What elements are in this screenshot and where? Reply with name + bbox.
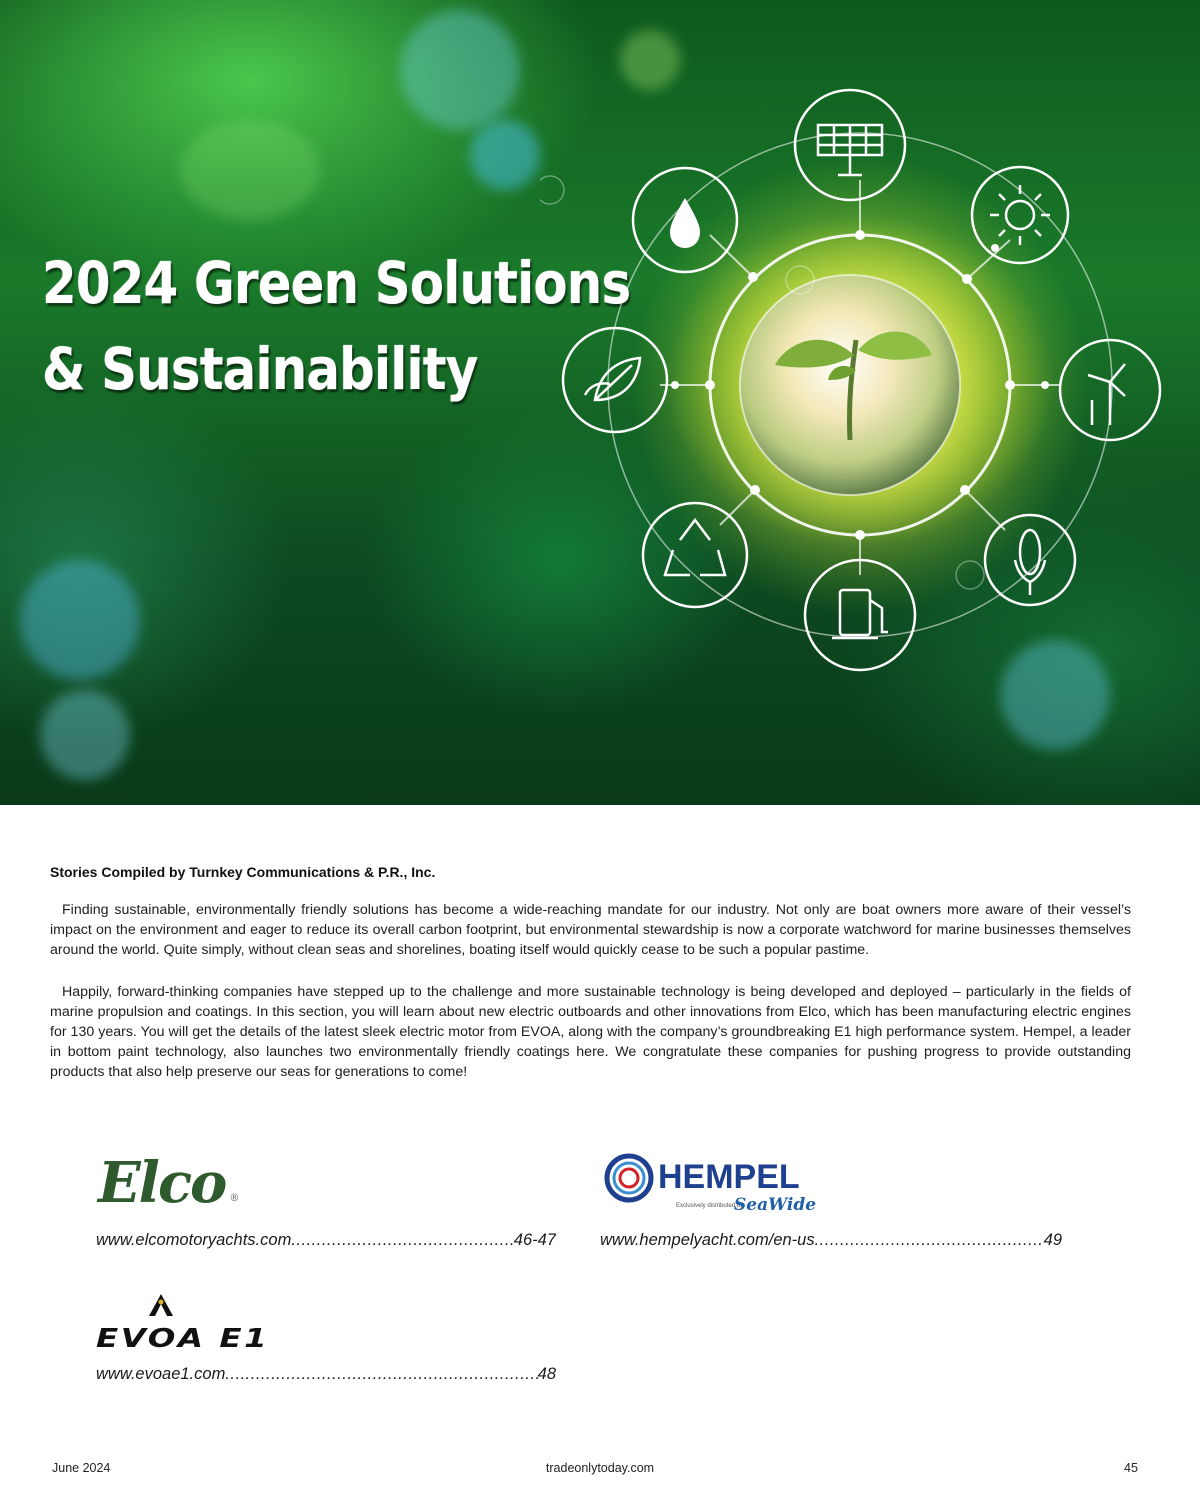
bokeh-light: [180, 120, 320, 220]
dot-leader: [815, 1229, 1044, 1251]
hempel-tagline: Exclusively distributed by: [676, 1203, 744, 1209]
hempel-wordmark: HEMPEL: [658, 1158, 800, 1196]
sponsor-url[interactable]: www.evoae1.com: [96, 1365, 226, 1383]
sponsor-pages: 49: [1043, 1231, 1062, 1249]
elco-wordmark: Elco: [98, 1150, 226, 1216]
title-line-2: & Sustainability: [42, 335, 478, 403]
bokeh-light: [20, 560, 140, 680]
sponsor-entry-hempel: [600, 1229, 1062, 1251]
body-paragraph: Happily, forward-thinking companies have stepped up to the challenge and more sustainable technology is being developed and deployed – particularly in the fields of marine propulsion and coatings. In this section, you will learn about new electric outboards and other innovations from Elco, which has been manufacturing electric engines for 130 years. You will get the details of the latest sleek electric motor from EVOA, along with the company’s groundbreaking E1 high performance system. Hempel, a leader in bottom paint technology, also launches two environmentally friendly coatings here. We congratulate these companies for pushing progress to provide outstanding products that also help preserve our seas for generations to come!: [50, 984, 1131, 1080]
article-credit: Stories Compiled by Turnkey Communications & P.R., Inc.: [50, 864, 436, 880]
sponsor-entry-elco: [96, 1229, 556, 1251]
title-line-1: 2024 Green Solutions: [42, 249, 631, 317]
sponsor-url[interactable]: www.elcomotoryachts.com: [96, 1231, 292, 1249]
sponsor-url[interactable]: www.hempelyacht.com/en-us: [600, 1231, 815, 1249]
bokeh-light: [470, 120, 540, 190]
hempel-ring-icon: [604, 1153, 654, 1203]
footer-site[interactable]: tradeonlytoday.com: [545, 1461, 655, 1475]
registered-mark: ®: [229, 1193, 238, 1204]
evoa-wordmark: EVOA E1: [96, 1324, 270, 1354]
dot-leader: [291, 1229, 513, 1251]
elco-logo[interactable]: [98, 1148, 238, 1218]
footer-date: June 2024: [52, 1461, 111, 1475]
bokeh-light: [400, 10, 520, 130]
seawide-wordmark: SeaWide: [734, 1195, 817, 1215]
evoa-triangle-icon: [146, 1292, 176, 1318]
globe-sprout-icon: [740, 275, 960, 495]
sponsor-pages: 48: [537, 1365, 556, 1383]
sponsor-entry-evoa: [96, 1363, 556, 1385]
evoa-logo[interactable]: [96, 1292, 270, 1354]
water-drop-shape: [670, 198, 700, 248]
intro-paragraph: Finding sustainable, environmentally friendly solutions has become a wide-reaching mandate for our industry. Not only are boat owners more aware of their vessel’s impact on the environment and eager to reduce its overall carbon footprint, but environmental stewardship is now a corporate watchword for marine businesses themselves around the world. Quite simply, without clean seas and shorelines, boating itself would quickly cease to be such a popular pastime.: [50, 902, 1131, 958]
hempel-logo[interactable]: [604, 1153, 817, 1223]
sponsor-pages: 46-47: [513, 1231, 556, 1249]
bokeh-light: [40, 690, 130, 780]
dot-leader: [225, 1363, 537, 1385]
sustainability-icon-wheel: [540, 70, 1180, 710]
page-number: 45: [1124, 1461, 1138, 1475]
